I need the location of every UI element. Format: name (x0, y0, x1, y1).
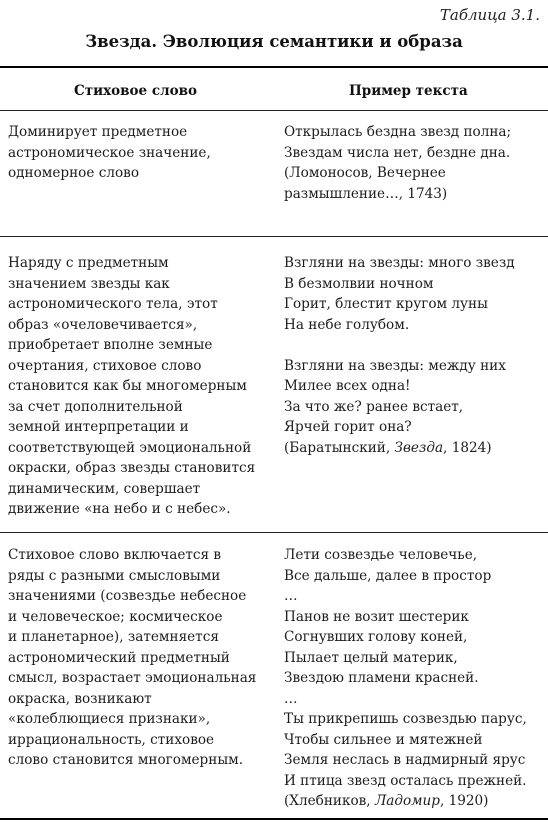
stanza-break (284, 335, 515, 356)
citation-line: размышление…, 1743) (284, 185, 448, 202)
verse-line: Горит, блестит кругом луны (284, 296, 488, 312)
citation-suffix: , 1920) (439, 793, 489, 809)
text-line: значением звезды как (8, 275, 170, 292)
text-line: одномерное слово (8, 165, 139, 181)
row-3-description (8, 545, 256, 771)
text-line: приобретает вполне земные (8, 337, 213, 353)
verse-line: На небе голубом. (284, 316, 410, 333)
text-line: движение «на небо и с небес». (8, 501, 231, 517)
table-top-rule (0, 66, 548, 68)
row-1-rule (0, 236, 548, 237)
text-line: Наряду с предметным (8, 255, 169, 271)
citation-line (284, 438, 515, 459)
verse-line: Все дальше, далее в простор (284, 567, 492, 584)
text-line: и планетарное), затемняется (8, 629, 219, 645)
text-line: Доминирует предметное (8, 124, 188, 140)
verse-line: Взгляни на звезды: между них (284, 357, 506, 374)
verse-line: Открылась бездна звезд полна; (284, 124, 512, 140)
ellipsis-line: … (284, 690, 298, 707)
verse-line: Согнувших голову коней, (284, 629, 468, 645)
text-line: образ «очеловечивается», (8, 316, 198, 333)
verse-line: Ярчей горит она? (284, 419, 412, 435)
verse-line: Чтобы сильнее и мятежней (284, 731, 483, 748)
column-header-text-example: Пример текста (349, 83, 468, 99)
text-line: динамическим, совершает (8, 480, 201, 497)
verse-line: Звездою пламени красней. (284, 670, 479, 686)
text-line: за счет дополнительной (8, 398, 183, 415)
verse-line: И птица звезд осталась прежней. (284, 772, 527, 789)
citation-suffix: , 1824) (443, 439, 492, 456)
text-line: «колеблющиеся признаки», (8, 711, 211, 727)
text-line: астрономический предметный (8, 649, 230, 666)
citation-work-title: Звезда (394, 439, 444, 456)
row-1-description (8, 122, 211, 184)
verse-line: Милее всех одна! (284, 378, 411, 394)
header-rule (0, 110, 548, 111)
table-caption: Таблица 3.1. (439, 6, 540, 24)
text-line: и человеческое; космическое (8, 608, 223, 625)
text-line: становится как бы многомерным (8, 378, 247, 394)
row-1-example (284, 122, 511, 204)
text-line: значениями (созвездье небесное (8, 588, 247, 604)
citation-work-title: Ладомир (374, 793, 440, 809)
verse-line: За что же? ранее встает, (284, 398, 464, 415)
text-line: окраски, образ звезды становится (8, 460, 256, 476)
row-2-rule (0, 532, 548, 533)
column-header-verse-word: Стиховое слово (74, 83, 197, 99)
text-line: астрономического тела, этот (8, 296, 218, 312)
text-line: окраска, возникают (8, 690, 152, 707)
verse-line: В безмолвии ночном (284, 275, 434, 292)
text-line: астрономическое значение, (8, 144, 211, 161)
text-line: соответствующей эмоциональной (8, 439, 252, 456)
verse-line: Пылает целый материк, (284, 649, 458, 666)
table-title: Звезда. Эволюция семантики и образа (85, 32, 463, 51)
citation-line: (Ломоносов, Вечернее (284, 165, 446, 181)
text-line: очертания, стиховое слово (8, 357, 202, 374)
verse-line: Взгляни на звезды: много звезд (284, 255, 515, 271)
row-2-example (284, 253, 515, 458)
citation-prefix: (Баратынский, (284, 439, 395, 456)
ellipsis-line: … (284, 588, 298, 604)
text-line: слово становится многомерным. (8, 752, 244, 768)
verse-line: Земля неслась в надмирный ярус (284, 752, 526, 768)
verse-line: Лети созвездье человечье, (284, 547, 478, 563)
citation-prefix: (Хлебников, (284, 793, 375, 809)
row-2-description (8, 253, 255, 520)
row-3-example (284, 545, 527, 812)
text-line: ряды с разными смысловыми (8, 567, 221, 584)
text-line: смысл, возрастает эмоциональная (8, 670, 257, 686)
text-line: Стиховое слово включается в (8, 547, 222, 563)
table-bottom-rule (0, 818, 548, 820)
text-line: иррациональность, стиховое (8, 731, 215, 748)
verse-line: Панов не возит шестерик (284, 608, 469, 625)
text-line: земной интерпретации и (8, 419, 189, 435)
verse-line: Ты прикрепишь созвездью парус, (284, 711, 527, 727)
verse-line: Звездам числа нет, бездне дна. (284, 144, 511, 161)
citation-line (284, 791, 527, 812)
